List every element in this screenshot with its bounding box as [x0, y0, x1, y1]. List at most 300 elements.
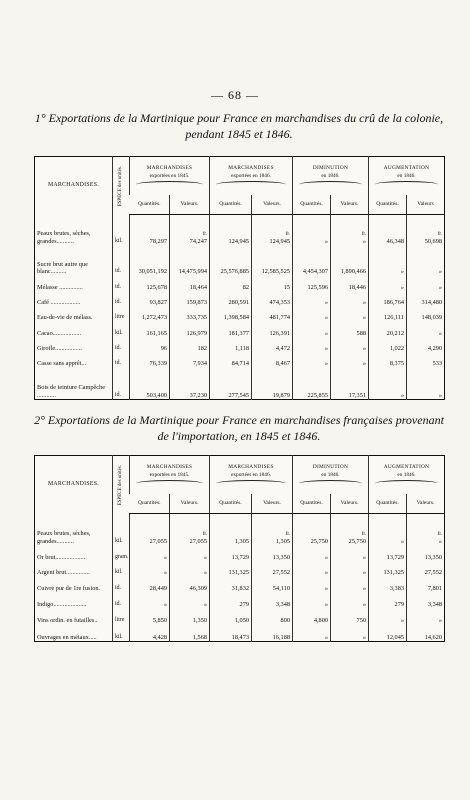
value-text: 14,620	[424, 633, 443, 641]
value-text: »	[400, 391, 404, 399]
value-cell	[407, 352, 445, 367]
value-text: 186,764	[383, 298, 404, 306]
value-cell	[130, 545, 170, 561]
value-text: 533	[432, 360, 443, 368]
value-cell	[210, 276, 252, 291]
value-text: 19,879	[272, 391, 290, 399]
value-cell	[331, 291, 369, 306]
value-cell	[170, 514, 210, 546]
value-text: 279	[394, 601, 404, 609]
merchandise-name: Girofle.................	[37, 344, 82, 352]
val-header: Valeurs.	[170, 195, 210, 215]
merchandise-name: Mélasse ...............	[37, 283, 83, 291]
unit-cell: kil.	[113, 215, 130, 246]
value-text: »	[203, 553, 207, 561]
value-text: »	[324, 329, 328, 337]
value-cell	[369, 577, 407, 593]
value-cell	[252, 215, 293, 246]
value-cell	[331, 368, 369, 400]
value-text: »	[324, 344, 328, 352]
value-text: 20,212	[386, 329, 404, 337]
value-cell	[252, 368, 293, 400]
value-cell	[252, 593, 293, 609]
value-cell	[170, 561, 210, 577]
merchandise-name: Vins ordin. en futailles..	[37, 617, 98, 625]
value-cell	[170, 306, 210, 321]
value-text: 1,272,473	[141, 314, 167, 322]
value-cell	[293, 593, 331, 609]
qty-header: Quantités.	[210, 494, 252, 514]
value-text: 280,591	[228, 298, 249, 306]
value-cell	[369, 245, 407, 276]
value-text: 4,800	[313, 617, 328, 625]
value-cell	[293, 368, 331, 400]
value-text: 3,348	[427, 601, 443, 609]
unit-cell: id.	[113, 337, 130, 352]
value-cell	[170, 291, 210, 306]
value-text: 96	[160, 344, 167, 352]
value-text: 16,188	[272, 633, 290, 641]
table-row	[35, 337, 445, 352]
value-text: 27,055	[149, 537, 167, 545]
value-text: 1,305	[275, 537, 290, 545]
merchandise-header: MARCHANDISES.	[47, 182, 100, 188]
value-text: 182	[197, 344, 207, 352]
value-cell	[331, 545, 369, 561]
value-text: 93,827	[149, 298, 167, 306]
value-text: 1,022	[389, 344, 404, 352]
value-text: 5,850	[152, 617, 167, 625]
value-cell	[170, 215, 210, 246]
value-cell	[130, 322, 170, 337]
value-text: 12,045	[386, 633, 404, 641]
value-text: 159,873	[186, 298, 207, 306]
merchandise-name: Peaux brutes, sèches, grandes...........	[37, 530, 91, 545]
value-text: 750	[356, 617, 366, 625]
unit-header-text: ESPÈCE des unités.	[118, 165, 123, 206]
value-cell	[331, 276, 369, 291]
value-cell	[331, 609, 369, 625]
value-text: 17,351	[348, 391, 366, 399]
unit-cell: gram.	[113, 545, 130, 561]
value-cell	[369, 215, 407, 246]
value-cell	[407, 545, 445, 561]
value-cell	[331, 306, 369, 321]
value-cell	[210, 352, 252, 367]
value-cell	[252, 306, 293, 321]
value-cell	[407, 215, 445, 246]
value-cell	[369, 609, 407, 625]
value-text: 3,383	[389, 585, 404, 593]
value-cell	[369, 561, 407, 577]
value-cell	[293, 276, 331, 291]
decrease-header: DIMINUTION en 1846.	[293, 456, 369, 494]
brace-mark	[299, 181, 362, 188]
value-text: »	[438, 283, 443, 291]
value-cell	[210, 593, 252, 609]
value-cell	[293, 561, 331, 577]
value-text: 30,051,192	[138, 268, 167, 276]
franc-unit-label: fr.	[285, 531, 290, 537]
value-text: 12,585,525	[261, 268, 290, 276]
value-cell	[293, 337, 331, 352]
value-cell	[293, 306, 331, 321]
value-cell	[407, 306, 445, 321]
value-text: 800	[280, 617, 290, 625]
merchandise-header: MARCHANDISES.	[47, 481, 100, 487]
value-text: 131,325	[228, 569, 249, 577]
value-text: 8,375	[389, 360, 404, 368]
value-text: 181,377	[228, 329, 249, 337]
value-cell	[331, 322, 369, 337]
value-cell	[369, 337, 407, 352]
unit-cell: kil.	[113, 322, 130, 337]
value-text: »	[438, 391, 443, 399]
value-text: 8,467	[275, 360, 290, 368]
table-row	[35, 577, 445, 593]
value-text: 314,480	[421, 298, 443, 306]
value-cell	[407, 368, 445, 400]
table-row	[35, 368, 445, 400]
value-text: »	[324, 601, 328, 609]
value-text: 25,750	[310, 537, 328, 545]
unit-cell: id.	[113, 291, 130, 306]
table-row	[35, 245, 445, 276]
value-text: 13,350	[272, 553, 290, 561]
value-cell	[407, 577, 445, 593]
value-text: 277,545	[228, 391, 249, 399]
value-cell	[331, 215, 369, 246]
value-text: 27,055	[189, 537, 207, 545]
value-text: 503,400	[146, 391, 167, 399]
value-text: »	[324, 298, 328, 306]
value-cell	[210, 561, 252, 577]
value-text: 54,110	[272, 585, 290, 593]
merchandise-name: Peaux brutes, sèches, grandes...........	[37, 230, 91, 245]
merchandise-name: Casse sans apprêt...	[37, 360, 87, 368]
value-text: »	[400, 617, 404, 625]
unit-cell: kil.	[113, 561, 130, 577]
value-text: »	[203, 569, 207, 577]
value-text: 148,039	[421, 314, 443, 322]
value-cell	[170, 245, 210, 276]
value-cell	[210, 322, 252, 337]
value-text: 124,945	[228, 237, 249, 245]
value-cell	[331, 337, 369, 352]
qty-header: Quantités.	[130, 494, 170, 514]
value-cell	[293, 545, 331, 561]
qty-header: Quantités.	[293, 195, 331, 215]
value-text: 4,428	[152, 633, 167, 641]
value-cell	[369, 291, 407, 306]
franc-unit-label: fr.	[361, 231, 366, 237]
value-cell	[369, 306, 407, 321]
table-row	[35, 593, 445, 609]
value-cell	[170, 352, 210, 367]
value-cell	[252, 514, 293, 546]
value-cell	[369, 352, 407, 367]
value-text: »	[362, 314, 366, 322]
page-number: — 68 —	[211, 88, 259, 102]
value-cell	[293, 577, 331, 593]
value-cell	[210, 245, 252, 276]
value-cell	[170, 593, 210, 609]
value-text: »	[362, 344, 366, 352]
value-text: 4,472	[275, 344, 290, 352]
value-cell	[210, 609, 252, 625]
value-cell	[407, 322, 445, 337]
value-cell	[130, 561, 170, 577]
value-text: 76,339	[149, 360, 167, 368]
unit-cell: id.	[113, 276, 130, 291]
value-text: 14,475,994	[178, 268, 207, 276]
value-cell	[407, 514, 445, 546]
unit-cell: id.	[113, 245, 130, 276]
value-cell	[252, 352, 293, 367]
merchandise-name: Cacao..................	[37, 329, 82, 337]
brace-mark	[375, 181, 438, 188]
merchandise-name: Bois de teinture Campêche ............	[37, 384, 106, 399]
value-cell	[331, 514, 369, 546]
brace-mark	[216, 181, 286, 188]
value-cell	[170, 368, 210, 400]
table-row	[35, 545, 445, 561]
table-row	[35, 291, 445, 306]
merchandise-name: Cuivre pur de 1re fusion.	[37, 585, 101, 593]
value-text: 126,979	[186, 329, 207, 337]
unit-header-text: ESPÈCE des unités.	[118, 464, 123, 505]
brace-mark	[136, 480, 203, 487]
value-text: 125,596	[307, 283, 328, 291]
value-cell	[369, 368, 407, 400]
increase-header: AUGMENTATION en 1846.	[369, 157, 445, 195]
merchandise-name: Indigo.....................	[37, 601, 87, 609]
value-text: 588	[356, 329, 366, 337]
value-cell	[130, 306, 170, 321]
value-text: 4,290	[427, 344, 443, 352]
value-text: 84,714	[231, 360, 249, 368]
val-header: Valeurs.	[331, 195, 369, 215]
value-text: 126,111	[384, 314, 404, 322]
unit-cell: id.	[113, 593, 130, 609]
table-row	[35, 276, 445, 291]
value-text: 82	[242, 283, 249, 291]
value-text: »	[362, 633, 366, 641]
unit-header	[113, 157, 130, 215]
val-header: Valeurs	[407, 195, 445, 215]
value-text: »	[438, 329, 443, 337]
increase-header: AUGMENTATION en 1846.	[369, 456, 445, 494]
value-cell	[210, 577, 252, 593]
value-text: 124,945	[269, 237, 290, 245]
value-cell	[407, 276, 445, 291]
value-text: 78,297	[149, 237, 167, 245]
value-cell	[210, 337, 252, 352]
unit-cell: litre	[113, 306, 130, 321]
value-cell	[210, 368, 252, 400]
exported-1845-header: MARCHANDISES exportées en 1845.	[130, 456, 210, 494]
value-cell	[210, 514, 252, 546]
qty-header: Quantités.	[293, 494, 331, 514]
table-row	[35, 561, 445, 577]
value-cell	[369, 322, 407, 337]
value-text: 225,855	[307, 391, 328, 399]
val-header: Valeurs.	[252, 195, 293, 215]
value-cell	[170, 625, 210, 642]
value-cell	[252, 245, 293, 276]
value-cell	[331, 593, 369, 609]
value-cell	[130, 291, 170, 306]
value-cell	[369, 593, 407, 609]
exported-1846-header: MARCHANDISES exportées en 1846.	[210, 157, 293, 195]
value-cell	[293, 609, 331, 625]
value-text: 1,050	[234, 617, 249, 625]
value-text: 28,449	[149, 585, 167, 593]
value-cell	[252, 322, 293, 337]
value-cell	[130, 245, 170, 276]
value-text: 31,832	[231, 585, 249, 593]
value-text: »	[362, 585, 366, 593]
value-cell	[293, 245, 331, 276]
value-text: 37,230	[189, 391, 207, 399]
value-cell	[130, 625, 170, 642]
value-cell	[130, 514, 170, 546]
merchandise-name: Café ...................	[37, 298, 81, 306]
value-text: 161,165	[146, 329, 167, 337]
franc-unit-label: fr.	[202, 231, 207, 237]
value-cell	[331, 561, 369, 577]
value-text: 481,774	[269, 314, 290, 322]
value-cell	[170, 337, 210, 352]
franc-unit-label: fr.	[202, 531, 207, 537]
unit-cell: litre	[113, 609, 130, 625]
value-text: »	[203, 601, 207, 609]
value-text: 1,890,466	[340, 268, 366, 276]
value-cell	[252, 561, 293, 577]
value-text: »	[438, 537, 443, 545]
value-cell	[210, 306, 252, 321]
brace-mark	[136, 181, 203, 188]
value-text: 4,454,307	[302, 268, 328, 276]
value-text: »	[324, 633, 328, 641]
table-body	[35, 215, 445, 400]
value-cell	[369, 276, 407, 291]
value-text: »	[400, 537, 404, 545]
value-text: 46,348	[386, 237, 404, 245]
value-text: »	[400, 283, 404, 291]
value-text: 1,118	[235, 344, 249, 352]
value-text: »	[362, 601, 366, 609]
value-text: 3,348	[275, 601, 290, 609]
value-text: »	[163, 553, 167, 561]
value-cell	[293, 352, 331, 367]
value-cell	[170, 322, 210, 337]
value-cell	[252, 577, 293, 593]
val-header: Valeurs.	[252, 494, 293, 514]
value-text: 1,305	[234, 537, 249, 545]
value-text: »	[324, 314, 328, 322]
exports-colony-table	[34, 156, 445, 400]
val-header: Valeurs.	[170, 494, 210, 514]
val-header: Valeurs.	[407, 494, 445, 514]
table-body	[35, 514, 445, 642]
value-cell	[252, 545, 293, 561]
value-cell	[252, 276, 293, 291]
value-cell	[407, 593, 445, 609]
merchandise-name: Argent brut...............	[37, 569, 90, 577]
value-cell	[130, 337, 170, 352]
value-cell	[130, 215, 170, 246]
merchandise-name: Eau-de-vie de mélass.	[37, 314, 93, 322]
decrease-header: DIMINUTION en 1846.	[293, 157, 369, 195]
brace-mark	[375, 480, 438, 487]
value-text: 27,552	[272, 569, 290, 577]
exported-1846-header: MARCHANDISES exportées en 1846.	[210, 456, 293, 494]
value-cell	[252, 291, 293, 306]
value-text: 18,464	[189, 283, 207, 291]
value-text: 1,568	[192, 633, 207, 641]
franc-unit-label: fr.	[285, 231, 290, 237]
value-text: 74,247	[189, 237, 207, 245]
franc-unit-label: fr.	[437, 531, 443, 537]
exports-imported-table	[34, 455, 445, 642]
value-cell	[170, 545, 210, 561]
value-cell	[331, 625, 369, 642]
merchandise-name: Or brut...................	[37, 553, 86, 561]
value-cell	[210, 215, 252, 246]
value-text: »	[324, 237, 328, 245]
value-text: 333,735	[186, 314, 207, 322]
unit-cell: id.	[113, 368, 130, 400]
brace-mark	[299, 480, 362, 487]
franc-unit-label: fr.	[437, 231, 443, 237]
value-text: »	[362, 360, 366, 368]
value-text: 126,391	[269, 329, 290, 337]
merchandise-name: Ouvrages en métaux.....	[37, 633, 97, 641]
value-text: 7,801	[427, 585, 443, 593]
section-1-heading: 1° Exportations de la Martinique pour France en marchandises du crû de la colonie, pendant 1845 et 1846.	[34, 111, 444, 141]
value-text: »	[163, 569, 167, 577]
table-row	[35, 625, 445, 642]
value-cell	[130, 577, 170, 593]
table-row	[35, 352, 445, 367]
merchandise-name: Sucre brut autre que blanc..........	[37, 260, 88, 276]
value-text: 13,729	[386, 553, 404, 561]
qty-header: Quantités.	[369, 494, 407, 514]
unit-cell: kil.	[113, 625, 130, 642]
value-cell	[130, 368, 170, 400]
value-cell	[407, 561, 445, 577]
value-text: 7,934	[192, 360, 207, 368]
value-cell	[331, 352, 369, 367]
value-cell	[407, 337, 445, 352]
unit-cell: id.	[113, 577, 130, 593]
value-cell	[130, 352, 170, 367]
value-text: 279	[239, 601, 249, 609]
value-cell	[210, 625, 252, 642]
value-text: 25,576,885	[220, 268, 249, 276]
value-cell	[407, 245, 445, 276]
value-cell	[130, 609, 170, 625]
value-cell	[369, 514, 407, 546]
value-cell	[369, 545, 407, 561]
table-row	[35, 306, 445, 321]
value-text: »	[362, 569, 366, 577]
value-cell	[130, 276, 170, 291]
val-header: Valeurs.	[331, 494, 369, 514]
value-cell	[407, 291, 445, 306]
value-cell	[293, 625, 331, 642]
